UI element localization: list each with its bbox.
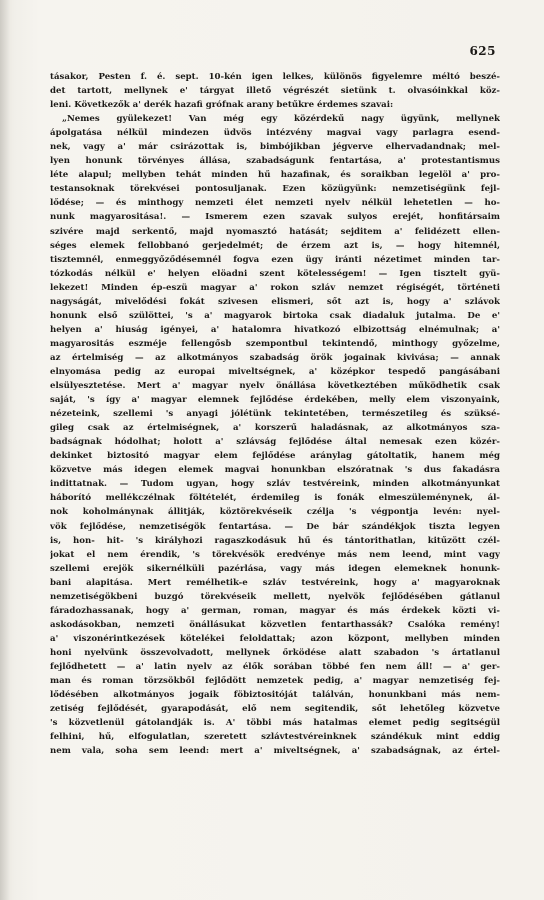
text-line: tózkodás nélkül e' helyen elöadni szent kötelességem! — Igen tisztelt gyü- xyxy=(50,268,500,279)
text-line: nemzetiségökbeni buzgó törekvéseik mellett, nyelvök fejlődésében gátlanul xyxy=(50,591,500,602)
text-line: badságnak hódolhat; holott a' szlávság fejlődése által nemesak ezen közér- xyxy=(50,437,500,448)
text-line: det tartott, mellynek e' tárgyat illető végrészét sietünk t. olvasóinkkal köz- xyxy=(50,86,500,97)
text-line: lődése; — és minthogy nemzeti élet nemzeti nyelv nélkül lehetetlen — ho- xyxy=(50,198,500,209)
text-line: fejlődhetett — a' latin nyelv az élők sorában többé fen nem áll! — a' ger- xyxy=(50,661,500,672)
text-line: tisztemnél, enmeggyőződésemnél fogva ezen ügy iránti nézetimet minden tar- xyxy=(50,254,500,265)
page-fold-shadow xyxy=(0,0,10,900)
text-line: jokat el nem érendik, 's törekvésök eredvénye más nem leend, mint vagy xyxy=(50,549,500,560)
text-line: szellemi erejök sikernélküli pazérlása, vagy más idegen elemeknek honunk- xyxy=(50,563,500,574)
text-line: man és roman törzsökből fejlődött nemzetek pedig, a' magyar nemzetiség fej- xyxy=(50,676,500,687)
text-line: nek, vagy a' már csirázottak is, bimbójikban jégverve elhervadandnak; mel- xyxy=(50,142,500,153)
text-line: séges elemek fellobbanó gerjedelmét; de érzem azt is, — hogy hitemnél, xyxy=(50,240,500,251)
text-line: lyen honunk törvényes állása, szabadságunk fentartása, a' protestantismus xyxy=(50,156,500,167)
text-line: szivére majd serkentő, majd nyomasztó hatását; sejditem a' felidézett ellen- xyxy=(50,226,500,237)
text-line: ápolgatása nélkül mindezen üdvös intézvény magvai vagy parlagra esend- xyxy=(50,128,500,139)
text-line: is, hon- hit- 's királyhozi ragaszkodásuk hű és tántorithatlan, kitűzött czél- xyxy=(50,535,500,546)
text-line: háborító mellékczélnak föltételét, érdemileg is fonák elmeszüleménynek, ál- xyxy=(50,493,500,504)
text-line: leni. Következők a' derék hazafi grófnak arany betűkre érdemes szavai: xyxy=(50,100,394,111)
text-line: lekezet! Minden ép-eszü magyar a' rokon szláv nemzet régiségét, történeti xyxy=(50,282,500,293)
text-line: nagyságát, mivelődési fokát szivesen elismeri, sőt azt is, hogy a' szlávok xyxy=(50,296,500,307)
text-line: vök fejlődése, nemzetiségök fentartása. — De bár szándékjok tiszta legyen xyxy=(50,521,500,532)
text-line: felhini, hű, elfogulatlan, szeretett szlávtestvéreinknek szándékuk mint eddig xyxy=(50,732,500,743)
text-line: nok koholmánynak állitják, köztörekvéseik czélja 's végpontja levén: nyel- xyxy=(50,507,500,518)
text-line: helyen a' hiuság igényei, a' hatalomra hivatkozó elbizottság elnémulnak; a' xyxy=(50,324,500,335)
text-line: zetiség fejlődését, gyarapodását, elő nem segitendik, sőt lehetőleg közvetve xyxy=(50,704,500,715)
text-line: nunk magyarositása!. — Ismerem ezen szavak sulyos erejét, honfitársaim xyxy=(50,212,500,223)
text-line: saját, 's így a' magyar elemnek fejlődése érdekében, melly elem viszonyaink, xyxy=(50,395,500,406)
text-line: nem vala, soha sem leend: mert a' miveltségnek, a' szabadságnak, az értel- xyxy=(50,746,500,757)
text-line: 's közvetlenül gátolandják is. A' többi más hatalmas elemet pedig segitségül xyxy=(50,718,500,729)
text-line: askodásokban, nemzeti önállásukat közvetlen fentarthassák? Csalóka remény! xyxy=(50,619,500,630)
text-line: az értelmiség — az alkotmányos szabadság örök jogainak kivivása; — annak xyxy=(50,352,500,363)
page-number: 625 xyxy=(469,44,496,58)
text-line: fáradozhassanak, hogy a' german, roman, magyar és más érdekek közti vi- xyxy=(50,605,500,616)
text-line: indittatnak. — Tudom ugyan, hogy szláv testvéreink, minden alkotmányunkat xyxy=(50,479,500,490)
text-line: testansoknak törekvései pontosuljanak. Ezen közügyünk: nemzetiségünk fejl- xyxy=(50,184,500,195)
text-line: lődésében alkotmányos jogaik föbiztositóját találván, honunkbani más nem- xyxy=(50,690,500,701)
text-line: elsülyesztetése. Mert a' magyar nyelv önállása következtében működhetik csak xyxy=(50,381,500,392)
text-line: tásakor, Pesten f. é. sept. 10-kén igen lelkes, különös figyelemre méltó beszé- xyxy=(50,72,500,82)
text-line: közvetve más idegen elemek magvai honunkban elszóratnak 's dus fakadásra xyxy=(50,465,500,476)
text-line: „Nemes gyülekezet! Van még egy közérdekű nagy ügyünk, mellynek xyxy=(62,114,500,125)
text-line: bani alapitása. Mert remélhetik-e szláv testvéreink, hogy a' magyaroknak xyxy=(50,577,500,588)
text-line: honi nyelvünk összevolvadott, mellynek őrködése alatt szabadon 's ártatlanul xyxy=(50,647,500,658)
text-line: gileg csak az értelmiségnek, a' korszerű haladásnak, az alkotmányos sza- xyxy=(50,423,500,434)
text-line: a' viszonérintkezések kötelékei feloldattak; azon központ, mellyben minden xyxy=(50,633,500,644)
text-line: dekinket biztositó magyar elem fejlődése aránylag gátoltatik, hanem még xyxy=(50,451,500,462)
text-line: léte alapul; mellyben tehát minden hű hazafinak, és soraikban legelöl a' pro- xyxy=(50,170,500,181)
body-text xyxy=(50,70,500,758)
text-line: elnyomása pedig az europai miveltségnek, a' középkor tespedő pangásábani xyxy=(50,366,500,377)
text-line: honunk első szülöttei, 's a' magyarok birtoka csak diadaluk jutalma. De e' xyxy=(50,310,500,321)
text-line: nézeteink, szellemi 's anyagi jólétünk tekintetében, természetileg és szüksé- xyxy=(50,409,500,420)
text-line: magyarositás eszméje fellengősb szempontbul tekintendő, minthogy győzelme, xyxy=(50,338,500,349)
